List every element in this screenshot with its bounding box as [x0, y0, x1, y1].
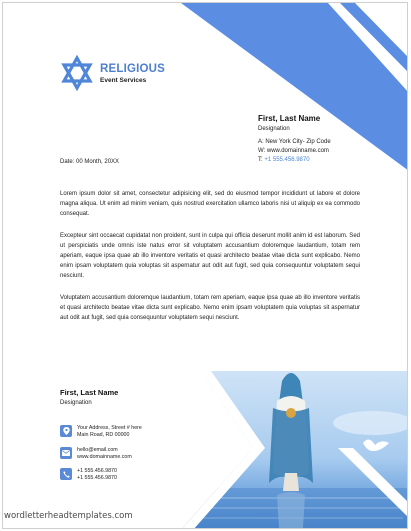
footer-email: hello@email.com: [77, 447, 118, 453]
sender-tel: [258, 157, 331, 163]
letter-body: [60, 189, 360, 335]
sender-name: First, Last Name: [258, 114, 321, 123]
footer-email-row: [60, 447, 132, 461]
footer-phone-row: [60, 468, 117, 482]
letterhead-page: [2, 2, 408, 529]
footer-address-line2: Main Road, RD 00000: [77, 432, 130, 438]
brand-name: RELIGIOUS: [100, 63, 166, 75]
footer-designation: Designation: [60, 400, 92, 406]
sender-block: [258, 114, 331, 163]
footer-phone-2: +1 555.456.9870: [77, 475, 117, 481]
watermark-text: wordletterheadtemplates.com: [4, 511, 133, 521]
footer-name: First, Last Name: [60, 388, 119, 397]
phone-icon: [60, 468, 72, 480]
footer-website: www.domainname.com: [77, 454, 132, 460]
sender-designation: Designation: [258, 126, 290, 132]
body-paragraph-1: Lorem ipsum dolor sit amet, consectetur adipisicing elit, sed do eiusmod tempor incididunt ut labore et dolore magna aliqua. Ut enim ad minim veniam, quis nostrud exercitation ullamco laboris nisi ut aliquip ex ea commodo consequat.: [60, 191, 360, 217]
footer-address-line1: Your Address, Street # here: [77, 425, 142, 431]
star-of-david-icon: [59, 55, 95, 91]
sender-web: W: www.domainname.com: [258, 148, 329, 154]
body-paragraph-3: Voluptatem accusantium doloremque laudantium, totam rem aperiam, eaque ipsa quae ab illo inventore veritatis et quasi architecto beatae vitae dicta sunt explicabo. Nemo enim ipsam voluptatem quia voluptas sit aspernatur aut odit aut fugit, sed quia consequuntur voluptatem sequi nesciunt.: [60, 295, 360, 321]
footer-phone-1: +1 555.456.9870: [77, 468, 117, 474]
sender-tel-label: T:: [258, 157, 263, 163]
body-paragraph-2: Excepteur sint occaecat cupidatat non proident, sunt in culpa qui officia deserunt mollit anim id est laborum. Sed ut perspiciatis unde omnis iste natus error sit voluptatem accusantium doloremque laudantium, totam rem aperiam, eaque ipsa quae ab illo inventore veritatis et quasi architecto beatae vitae dicta sunt explicabo. Nemo enim ipsam voluptatem quia voluptas sit aspernatur aut odit aut fugit, sed quia consequuntur voluptatem sequi nesciunt.: [60, 233, 360, 279]
footer-address-row: [60, 425, 142, 439]
brand-subtitle: Event Services: [100, 77, 147, 84]
sender-address: A: New York City- Zip Code: [258, 139, 331, 145]
letter-date: Date: 00 Month, 20XX: [60, 159, 120, 165]
dove-left: [203, 428, 233, 443]
email-icon: [60, 447, 72, 459]
location-pin-icon: [60, 425, 72, 437]
sender-tel-number: +1 555.456.9870: [264, 157, 310, 163]
